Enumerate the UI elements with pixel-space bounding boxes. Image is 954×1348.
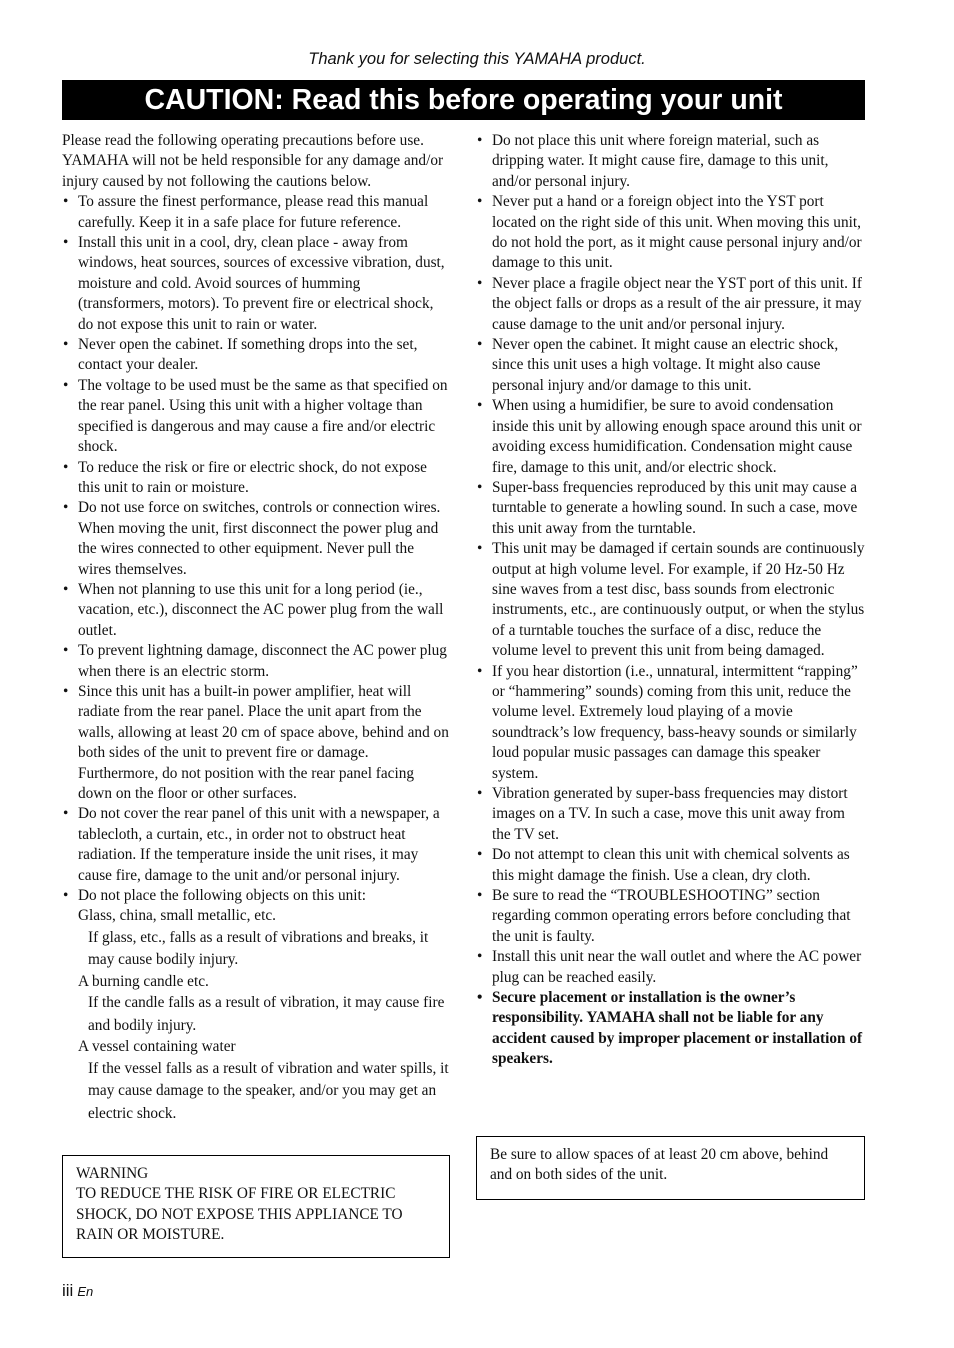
caution-item: • Do not cover the rear panel of this unit with a newspaper, a tablecloth, a curtain, etc., in order not to obstruct heat radiation. If the temperature inside the unit rises, it may cause fire, damage to the unit and/or personal injury.: [62, 804, 450, 886]
objects-lead: • Do not place the following objects on this unit:: [78, 887, 367, 905]
caution-item: • Do not attempt to clean this unit with chemical solvents as this might damage the finish. Use a clean, dry cloth.: [476, 845, 866, 886]
spacing-note-box: [476, 1136, 865, 1200]
object-label: A burning candle etc.: [78, 972, 209, 990]
caution-item: • Vibration generated by super-bass frequencies may distort images on a TV. In such a case, move this unit away from the TV set.: [476, 784, 866, 845]
caution-item-bold: • Secure placement or installation is the owner’s responsibility. YAMAHA shall not be liable for any accident caused by improper placement or installation of speakers.: [476, 988, 866, 1070]
page-footer: [62, 1281, 93, 1301]
caution-item: • When using a humidifier, be sure to avoid condensation inside this unit by allowing enough space around this unit or avoiding excess humidification. Condensation might cause fire, damage to this unit, and/or electric shock.: [476, 396, 866, 478]
right-caution-list: [476, 131, 866, 1070]
caution-item: • Install this unit near the wall outlet and where the AC power plug can be reached easily.: [476, 947, 866, 988]
intro-paragraph: Please read the following operating precautions before use. YAMAHA will not be held responsible for any damage and/or injury caused by not following the cautions below.: [62, 132, 444, 190]
page-number: iii: [62, 1281, 74, 1300]
caution-item-objects: [62, 886, 450, 1125]
caution-item: • The voltage to be used must be the same as that specified on the rear panel. Using this unit with a higher voltage than specified is dangerous and may cause a fire and/or electric shock.: [62, 376, 450, 458]
object-label: A vessel containing water: [78, 1038, 236, 1056]
caution-item: • This unit may be damaged if certain sounds are continuously output at high volume level. For example, if 20 Hz-50 Hz sine waves from a test disc, bass sounds from electronic instruments, etc., are continuously output, or when the stylus of a turntable touches the surface of a disc, reduce the volume level to prevent this unit from being damaged.: [476, 539, 866, 661]
caution-item: • To prevent lightning damage, disconnect the AC power plug when there is an electric storm.: [62, 641, 450, 682]
object-label: Glass, china, small metallic, etc.: [78, 907, 276, 925]
spacing-note-text: Be sure to allow spaces of at least 20 cm above, behind and on both sides of the unit.: [490, 1146, 829, 1184]
caution-item: • Never put a hand or a foreign object into the YST port located on the right side of this unit. When moving this unit, do not hold the port, as it might cause personal injury and/or damage to this unit.: [476, 192, 866, 274]
caution-item: • When not planning to use this unit for a long period (ie., vacation, etc.), disconnect the AC power plug from the wall outlet.: [62, 580, 450, 641]
caution-item: • Never place a fragile object near the YST port of this unit. If the object falls or drops as a result of the air pressure, it may cause damage to the unit and/or personal injury.: [476, 274, 866, 335]
warning-text: TO REDUCE THE RISK OF FIRE OR ELECTRIC SHOCK, DO NOT EXPOSE THIS APPLIANCE TO RAIN OR MOISTURE.: [76, 1185, 403, 1244]
page-language: En: [77, 1284, 94, 1299]
caution-item: • Never open the cabinet. If something drops into the set, contact your dealer.: [62, 335, 450, 376]
object-description: If glass, etc., falls as a result of vibrations and breaks, it may cause bodily injury.: [88, 928, 429, 969]
left-caution-list: [62, 192, 450, 1125]
caution-item: • Super-bass frequencies reproduced by this unit may cause a turntable to generate a howling sound. In such a case, move this unit away from the turntable.: [476, 478, 866, 539]
object-description: If the candle falls as a result of vibration, it may cause fire and bodily injury.: [88, 994, 445, 1034]
caution-item: • If you hear distortion (i.e., unnatural, intermittent “rapping” or “hammering” sounds) coming from this unit, reduce the volume level. Extremely loud playing of a movie soundtrack’s low frequency, bass-heavy sounds or similarly loud popular music passages can damage this speaker system.: [476, 662, 866, 784]
warning-box: [62, 1155, 450, 1258]
right-column: [476, 131, 866, 1070]
caution-item: • Install this unit in a cool, dry, clean place - away from windows, heat sources, sources of excessive vibration, dust, moisture and cold. Avoid sources of humming (transformers, motors). To prevent fire or electrical shock, do not expose this unit to rain or water.: [62, 233, 450, 335]
caution-item: • To assure the finest performance, please read this manual carefully. Keep it in a safe place for future reference.: [62, 192, 450, 233]
header-tagline: Thank you for selecting this YAMAHA product.: [308, 50, 646, 68]
caution-item: • Be sure to read the “TROUBLESHOOTING” section regarding common operating errors before concluding that the unit is faulty.: [476, 886, 866, 947]
caution-item: • Do not use force on switches, controls or connection wires. When moving the unit, first disconnect the power plug and the wires connected to other equipment. Never pull the wires themselves.: [62, 498, 450, 580]
caution-item: • Never open the cabinet. It might cause an electric shock, since this unit uses a high voltage. It might also cause personal injury and/or damage to this unit.: [476, 335, 866, 396]
warning-heading: WARNING: [76, 1165, 149, 1182]
page-title: CAUTION: Read this before operating your unit: [62, 80, 865, 120]
caution-item: • Since this unit has a built-in power amplifier, heat will radiate from the rear panel. Place the unit apart from the walls, allowing at least 20 cm of space above, behind and on both sides of the unit to prevent fire or damage. Furthermore, do not position with the rear panel facing down on the floor or other surfaces.: [62, 682, 450, 804]
caution-item: • To reduce the risk or fire or electric shock, do not expose this unit to rain or moisture.: [62, 458, 450, 499]
caution-item: • Do not place this unit where foreign material, such as dripping water. It might cause fire, damage to this unit, and/or personal injury.: [476, 131, 866, 192]
object-description: If the vessel falls as a result of vibration and water spills, it may cause damage to the speaker, and/or you may get an electric shock.: [88, 1059, 449, 1122]
left-column: [62, 131, 450, 1125]
